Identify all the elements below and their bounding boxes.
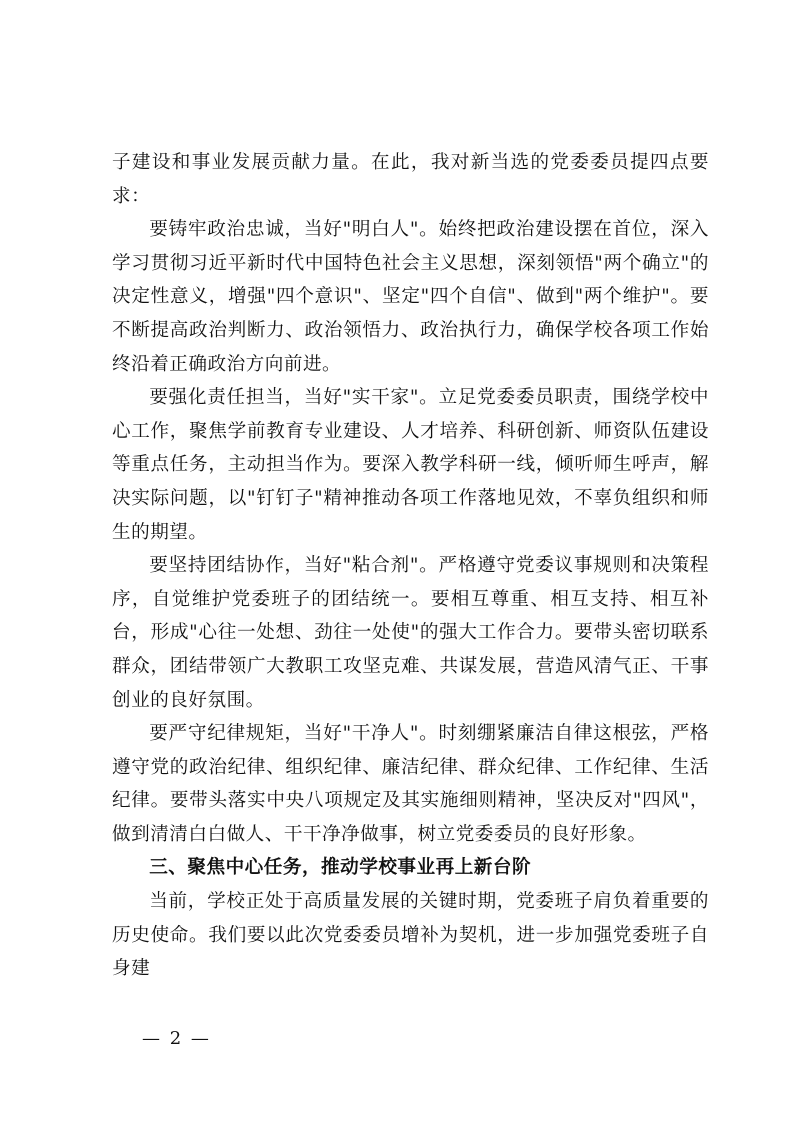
section-heading: 三、聚焦中心任务，推动学校事业再上新台阶 [149,857,532,879]
page-number: — 2 — [142,1028,211,1049]
paragraph-closing: 当前，学校正处于高质量发展的关键时期，党委班子肩负着重要的历史使命。我们要以此次党委委员增补为契机，进一步加强党委班子自身建 [112,891,709,980]
paragraph-intro: 子建设和事业发展贡献力量。在此，我对新当选的党委委员提四点要求： [112,152,709,207]
paragraph-responsibility: 要强化责任担当，当好"实干家"。立足党委委员职责，围绕学校中心工作，聚焦学前教育专业建设、人才培养、科研创新、师资队伍建设等重点任务，主动担当作为。要深入教学科研一线，倾听师生呼声，解决实际问题，以"钉钉子"精神推动各项工作落地见效，不辜负组织和师生的期望。 [112,387,709,543]
body-text [112,146,709,986]
paragraph-discipline: 要严守纪律规矩，当好"干净人"。时刻绷紧廉洁自律这根弦，严格遵守党的政治纪律、组织纪律、廉洁纪律、群众纪律、工作纪律、生活纪律。要带头落实中央八项规定及其实施细则精神，坚决反对"四风"，做到清清白白做人、干干净净做事，树立党委委员的良好形象。 [112,723,709,845]
paragraph-unity: 要坚持团结协作，当好"粘合剂"。严格遵守党委议事规则和决策程序，自觉维护党委班子的团结统一。要相互尊重、相互支持、相互补台，形成"心往一处想、劲往一处使"的强大工作合力。要带头密切联系群众，团结带领广大教职工攻坚克难、共谋发展，营造风清气正、干事创业的良好氛围。 [112,555,709,711]
paragraph-political-loyalty: 要铸牢政治忠诚，当好"明白人"。始终把政治建设摆在首位，深入学习贯彻习近平新时代中国特色社会主义思想，深刻领悟"两个确立"的决定性意义，增强"四个意识"、坚定"四个自信"、做到"两个维护"。要不断提高政治判断力、政治领悟力、政治执行力，确保学校各项工作始终沿着正确政治方向前进。 [112,219,709,375]
